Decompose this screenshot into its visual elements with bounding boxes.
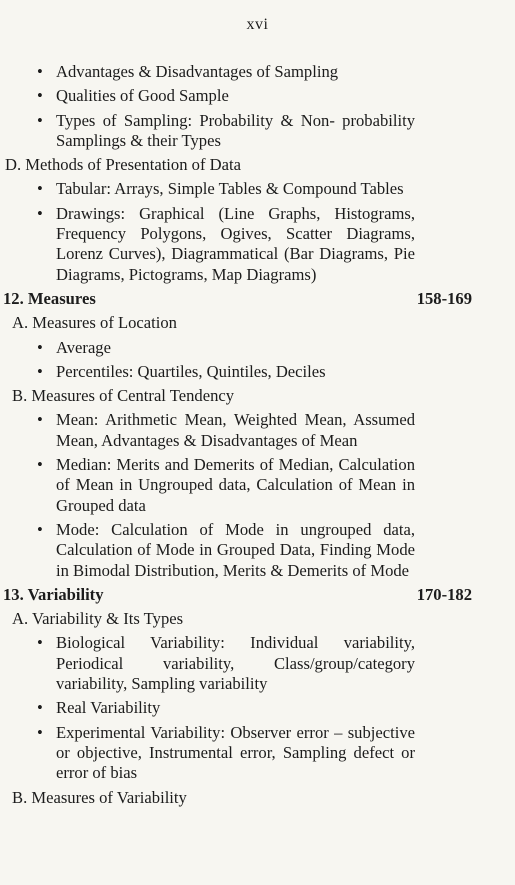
bullet-item: • Advantages & Disadvantages of Sampling bbox=[0, 62, 515, 82]
subsection-heading: B. Measures of Variability bbox=[12, 787, 187, 807]
bullet-item: • Average bbox=[0, 338, 515, 358]
section-heading bbox=[0, 585, 515, 605]
subsection-heading: A. Variability & Its Types bbox=[12, 609, 184, 629]
section-page-range: 158-169 bbox=[416, 288, 472, 308]
section-page-range: 170-182 bbox=[416, 584, 472, 604]
subsection-heading: B. Measures of Central Tendency bbox=[12, 386, 235, 406]
bullet-item: • Biological Variability: Individual variability, Periodical variability, Class/group/category variability, Sampling variability bbox=[0, 633, 515, 694]
bullet-item: • Mode: Calculation of Mode in ungrouped data, Calculation of Mode in Grouped Data, Finding Mode in Bimodal Distribution, Merits & Demerits of Mode bbox=[0, 520, 515, 581]
bullet-item: • Qualities of Good Sample bbox=[0, 86, 515, 106]
table-of-contents bbox=[0, 58, 515, 808]
bullet-item: • Percentiles: Quartiles, Quintiles, Deciles bbox=[0, 362, 515, 382]
section-heading bbox=[0, 289, 515, 309]
bullet-item: • Drawings: Graphical (Line Graphs, Histograms, Frequency Polygons, Ogives, Scatter Diagrams, Lorenz Curves), Diagrammatical (Bar Diagrams, Pie Diagrams, Pictograms, Map Diagrams) bbox=[0, 204, 515, 285]
bullet-item: • Median: Merits and Demerits of Median, Calculation of Mean in Ungrouped data, Calculation of Mean in Grouped data bbox=[0, 455, 515, 516]
section-title: 12. Measures bbox=[3, 288, 96, 308]
section-title: 13. Variability bbox=[3, 584, 104, 604]
bullet-item: • Mean: Arithmetic Mean, Weighted Mean, Assumed Mean, Advantages & Disadvantages of Mean bbox=[0, 410, 515, 451]
bullet-item: • Experimental Variability: Observer error – subjective or objective, Instrumental error, Sampling defect or error of bias bbox=[0, 723, 515, 784]
subsection-heading: A. Measures of Location bbox=[12, 313, 177, 333]
bullet-item: • Types of Sampling: Probability & Non- probability Samplings & their Types bbox=[0, 111, 515, 152]
page-number: xvi bbox=[246, 16, 269, 33]
bullet-item: • Real Variability bbox=[0, 698, 515, 718]
bullet-item: • Tabular: Arrays, Simple Tables & Compound Tables bbox=[0, 179, 515, 199]
subsection-heading: D. Methods of Presentation of Data bbox=[5, 155, 241, 175]
